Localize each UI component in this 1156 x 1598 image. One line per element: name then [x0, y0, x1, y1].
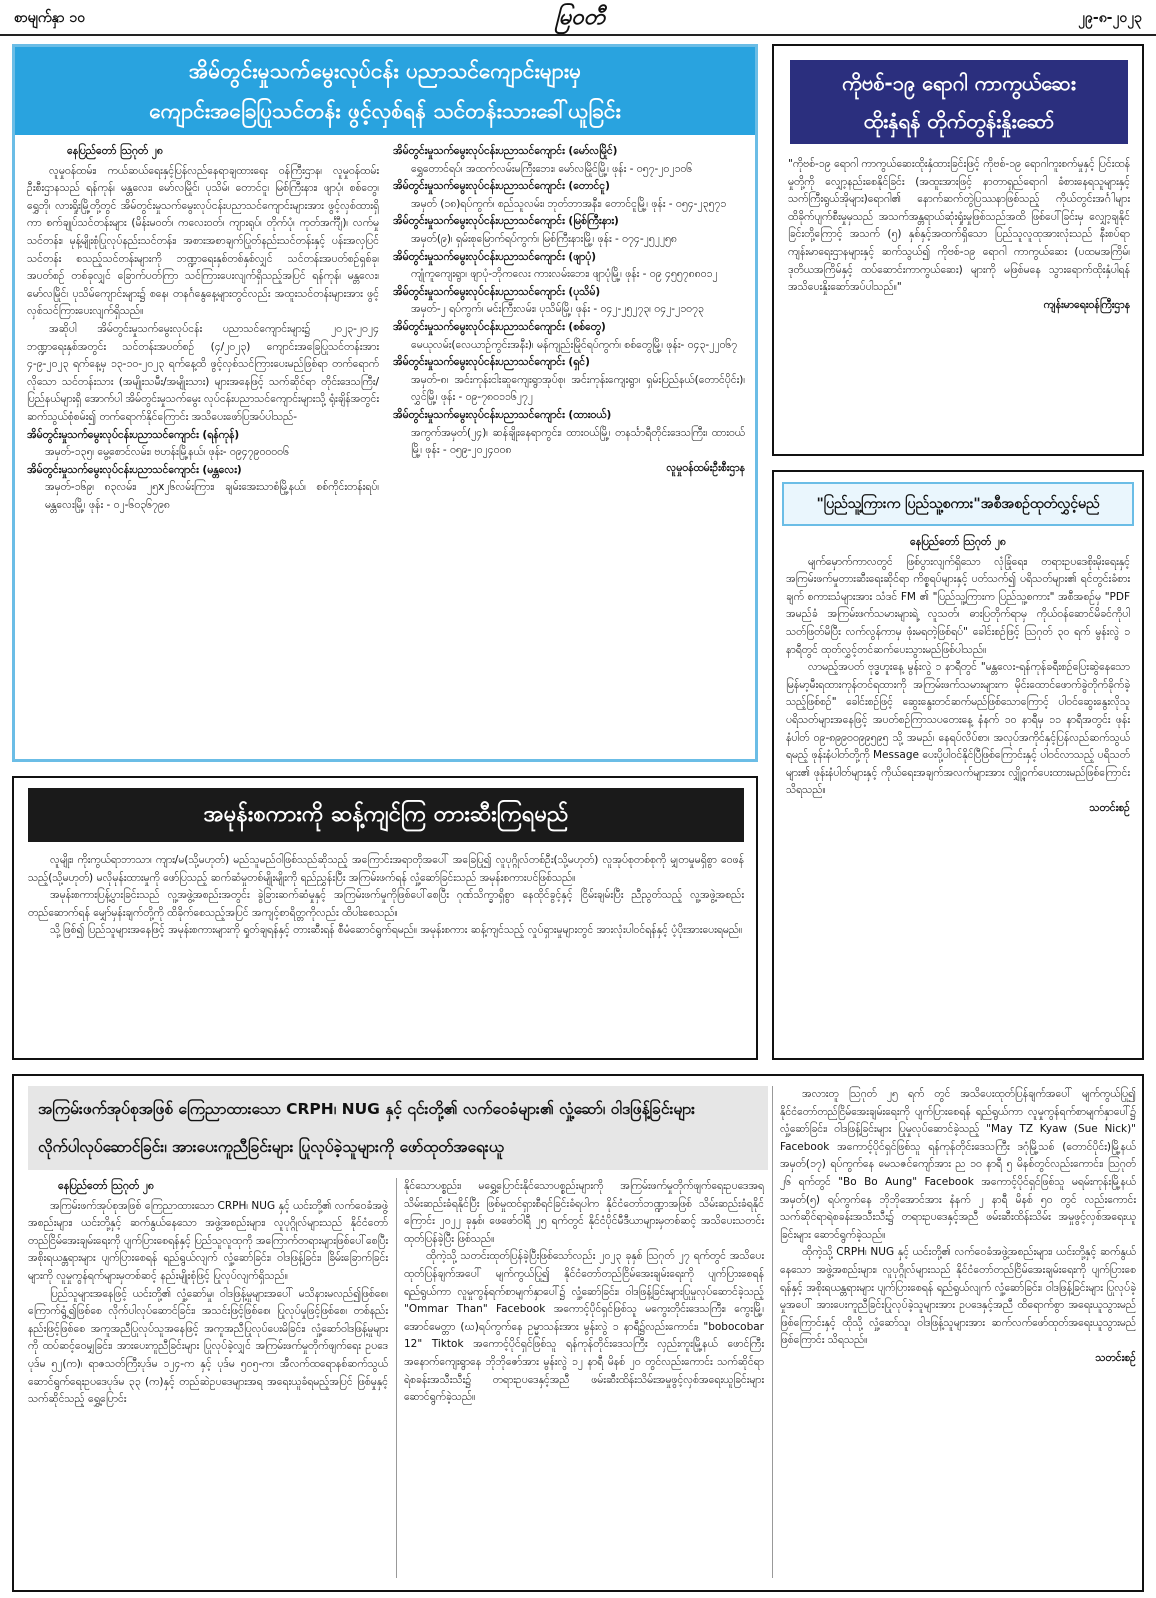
article-paragraph: လူမျိုး၊ ကိုးကွယ်ရာဘာသာ၊ ကျား/မ(သို့မဟုတ်) မည်သူမည်ဝါဖြစ်သည်ဆိုသည့် အကြောင်းအရာတိုအပေါ် အခြေပြု၍ လူပုဂ္ဂိုလ်တစ်ဦး(သို့မဟုတ်) လူအုပ်စုတစ်စုကို မျှတမှုမရှိစွာ ဝေဖန်သည့်(သို့မဟုတ်) မလိုမုန်းထားမှုကို ဖော်ပြသည့် ဆက်ဆံမှုတစ်မျိုးမျိုးကို ရည်ညွှန်းပြီး အကြမ်းဖက်ရန် လှုံ့ဆော်ခြင်းသည် အမုန်းစကားပင်ဖြစ်သည်။: [28, 854, 744, 884]
article-column-right: [393, 143, 745, 753]
covid-signoff: ကျန်းမာရေးဝန်ကြီးဌာန: [1043, 298, 1130, 311]
page-header: [0, 0, 1156, 36]
school-entry: အိမ်တွင်းမှုသက်မွေးလုပ်ငန်းပညာသင်ကျောင်း (တောင်ငူ) အမှတ် (၁၈)ရပ်ကွက်၊ စည်သူလမ်း၊ ဘုတ်ဘာအနီး၊ တောင်ငူမြို့၊ ဖုန်း - ၀၅၄-၂၃၅၇၁: [393, 180, 727, 210]
byline: နေပြည်တော် ဩဂုတ် ၂၈: [910, 536, 1006, 548]
masthead-logo: မြဝတီ: [554, 5, 606, 30]
column-divider: [396, 1178, 397, 1578]
crph-headline: အကြမ်းဖက်အုပ်စုအဖြစ် ကြေညာထားသော CRPH၊ NUG နှင့် ၎င်းတို့၏ လက်ဝေခံများ၏ လှုံ့ဆော်၊ ဝါဒဖြန့်ခြင်းများ လိုက်ပါလုပ်ဆောင်ခြင်း၊ အားပေးကူညီခြင်းများ ပြုလုပ်ခဲ့သူများကို ဖော်ထုတ်အရေးယူ: [28, 1086, 768, 1170]
school-entry: အိမ်တွင်းမှုသက်မွေးလုပ်ငန်းပညာသင်ကျောင်း (ပုသိမ်) အမှတ်-၂ ရပ်ကွက်၊ မင်းကြီးလမ်း၊ ပုသိမ်မြို့၊ ဖုန်း - ၀၄၂-၂၅၂၇၃၊ ၀၄၂-၂၁၀၇၃: [393, 285, 704, 316]
school-entry: အိမ်တွင်းမှုသက်မွေးလုပ်ငန်းပညာသင်ကျောင်း (မန္တလေး) အမှတ်-၁၆၉၊ ၈၃လမ်း၊ ၂၅x၂၆လမ်းကြား၊ ချမ်းအေးသာစံမြို့နယ်၊ စစ်ကိုင်းတန်းရပ်၊ မန္တလေးမြို့၊ ဖုန်း - ၀၂-၆၀၃၆၇၉၈: [27, 463, 379, 511]
issue-date: ၂၉-၈-၂၀၂၃: [1078, 10, 1142, 26]
page-number: စာမျက်နှာ ၁၀: [14, 10, 86, 26]
article-paragraph: မျက်မှောက်ကာလတွင် ဖြစ်ပွားလျက်ရှိသော လုံခြုံရေး၊ တရားဥပဒေစိုးမိုးရေးနှင့် အကြမ်းဖက်မှုတားဆီးရေးဆိုင်ရာ ကိစ္စရပ်များနှင့် ပတ်သက်၍ ပရိသတ်များ၏ ရင်တွင်းခံစားချက် စကားသံများအား သံဒင် FM ၏ "ပြည်သူ့ကြားက ပြည်သူ့စကား" အစီအစဉ်မှ "PDF အမည်ခံ အကြမ်းဖက်သမားများရဲ့ လူသတ်၊ ဓားပြတိုက်ရာမှ ကိုယ်ဝန်ဆောင်မိခင်ကိုပါ သတ်ဖြတ်မိပြီး လက်လွန်ကာမှ ဖုံးမရတဲ့ဖြစ်ရပ်" ခေါင်းစဉ်ဖြင့် ဩဂုတ် ၃၀ ရက် မွန်းလွဲ ၁ နာရီတွင် ထုတ်လွှင့်တင်ဆက်ပေးသွားမည်ဖြစ်ပါသည်။: [786, 555, 1130, 656]
crph-nug-article: [12, 1074, 1144, 1592]
broadcast-headline: "ပြည်သူ့ကြားက ပြည်သူ့စကား"အစီအစဉ်ထုတ်လွှင့်မည်: [782, 482, 1134, 526]
byline: နေပြည်တော် ဩဂုတ် ၂၈: [58, 1180, 154, 1192]
article-column-2: [404, 1178, 764, 1582]
hate-speech-notice: [12, 776, 758, 1060]
school-entry: အိမ်တွင်းမှုသက်မွေးလုပ်ငန်းပညာသင်ကျောင်း (ရှင်) အမှတ်-၈၊ အင်းကုန်းငါးဆူကျေးရွာအုပ်စု၊ အင်းကုန်းကျေးရွာ၊ ရှမ်းပြည်နယ်(တောင်ပိုင်း)၊ လွှင်မြို့၊ ဖုန်း - ၀၉-၇၈၀၁၁၆၂၇၂: [393, 356, 745, 404]
article-paragraph: ပြည်သူများအနေဖြင့် ယင်းတို့၏ လှုံ့ဆော်မှု၊ ဝါဒဖြန့်မှုများအပေါ် မသိနားမလည်၍ဖြစ်စေ၊ ကြောက်ရွံ့၍ဖြစ်စေ လိုက်ပါလုပ်ဆောင်ခြင်း၊ အသင်းဖြင့်ဖြစ်စေ၊ ပြုလုပ်မှုဖြင့်ဖြစ်စေ၊ တစ်နည်းနည်းဖြင့်ဖြစ်စေ အကူအညီပြုလုပ်သူအနေဖြင့် အကူအညီပြုလုပ်ပေးမိခြင်း၊ လှုံ့ဆော်ဝါဒဖြန့်မှုများကို ထပ်ဆင့်ဝေမျှခြင်း၊ အားပေးကူညီခြင်းများ ပြုလုပ်ခဲ့လျှင် အကြမ်းဖက်မှုတိုက်ဖျက်ရေး ဥပဒေပုဒ်မ ၅၂(က)၊ ရာဇသတ်ကြီးပုဒ်မ ၁၂၄-က နှင့် ပုဒ်မ ၅၀၅-က၊ အီလက်ထရောနစ်ဆက်သွယ် ဆောင်ရွက်ရေးဥပဒေပုဒ်မ ၃၃ (က)နှင့် တည်ဆဲဥပဒေများအရ အရေးယူခံရမည့်အပြင် ဖြစ်မှုနှင့်သက်ဆိုင်သည့် ရွှေ့ပြောင်း: [28, 1287, 388, 1406]
vocational-school-article: [12, 44, 758, 762]
school-entry: အိမ်တွင်းမှုသက်မွေးလုပ်ငန်းပညာသင်ကျောင်း (စစ်တွေ) မေယုလမ်း(လေယာဉ်ကွင်းအနီး)၊ မန်ကျည်းမြိုင်ရပ်ကွက်၊ စစ်တွေမြို့၊ ဖုန်း- ၀၄၃-၂၂၀၆၇: [393, 320, 738, 351]
article-column-left: [27, 143, 379, 753]
broadcast-body: [786, 534, 1130, 1054]
covid-vaccine-notice: [772, 44, 1144, 456]
school-entry: အိမ်တွင်းမှုသက်မွေးလုပ်ငန်းပညာသင်ကျောင်း (ရန်ကုန်) အမှတ်-၁၃၅၊ မွေ့စောင်လမ်း၊ ဗဟန်းမြို့နယ်၊ ဖုန်း- ၀၉၄၇၉၀၀၀၀၆: [27, 428, 289, 459]
covid-headline: ကိုဗစ်-၁၉ ရောဂါ ကာကွယ်ဆေး ထိုးနှံရန် တိုက်တွန်းနှိုးဆော်: [790, 60, 1128, 144]
article-paragraph: နိုင်သောပစ္စည်း၊ မရွှေ့ပြောင်းနိုင်သောပစ္စည်းများကို အကြမ်းဖက်မှုတိုက်ဖျက်ရေးဥပဒေအရ သိမ်းဆည်းခံရနိုင်ပြီး ဖြစ်မှုထင်ရှားစီရင်ခြင်းခံရပါက နိုင်ငံတော်ဘဏ္ဍာအဖြစ် သိမ်းဆည်းခံရနိုင်ကြောင်း ၂၀၂၂ ခုနှစ်၊ ဖေဖော်ဝါရီ ၂၅ ရက်တွင် နိုင်ငံပိုင်မီဒီယာများမှတစ်ဆင့် အသိပေးသတင်းထုတ်ပြန်ခဲ့ပြီး ဖြစ်သည်။: [404, 1180, 764, 1245]
school-entry: အိမ်တွင်းမှုသက်မွေးလုပ်ငန်းပညာသင်ကျောင်း (ထားဝယ်) အကွက်အမှတ်(၂၄)၊ ဆန်ချိုးနေရာကွင်း၊ ထားဝယ်မြို့၊ တနင်္သာရီတိုင်းဒေသကြီး၊ ထားဝယ်မြို့၊ ဖုန်း - ၀၅၉-၂၀၂၄၀၀၈: [393, 408, 745, 457]
column-divider: [772, 1086, 773, 1578]
school-entry: အိမ်တွင်းမှုသက်မွေးလုပ်ငန်းပညာသင်ကျောင်း (ဖျာပုံ) ကျုံကူကျေးရွာ၊ ဖျာပုံ-ဘိုကလေး ကားလမ်းဘေး၊ ဖျာပုံမြို့၊ ဖုန်း - ၀၉ ၄၅၅၇၈၈၀၁၂: [393, 250, 718, 281]
article-paragraph: အဆိုပါ အိမ်တွင်းမှုသက်မွေးလုပ်ငန်း ပညာသင်ကျောင်းများ၌ ၂၀၂၃-၂၀၂၄ ဘဏ္ဍာရေးနှစ်အတွင်း သင်တန်းအပတ်စဉ် (၄/၂၀၂၃) ကျောင်းအခြေပြုသင်တန်းအား ၄-၉-၂၀၂၃ ရက်နေ့မှ ၁၃-၁၀-၂၀၂၃ ရက်နေ့ထိ ဖွင့်လှစ်သင်ကြားပေးမည်ဖြစ်ရာ တက်ရောက်လိုသော သင်တန်းသား (အမျိုးသမီး/အမျိုးသား) များအနေဖြင့် သက်ဆိုင်ရာ တိုင်းဒေသကြီး/ ပြည်နယ်များရှိ အောက်ပါ အိမ်တွင်းမှုသက်မွေး လုပ်ငန်းပညာသင်ကျောင်းများသို့ ရုံးချိန်အတွင်း ဆက်သွယ်စုံစမ်း၍ တက်ရောက်နိုင်ကြောင်း အသိပေးဖော်ပြအပ်ပါသည်-: [27, 322, 379, 423]
covid-body: [788, 156, 1130, 446]
article-paragraph: လူမှုဝန်ထမ်း၊ ကယ်ဆယ်ရေးနှင့်ပြန်လည်နေရာချထားရေး ဝန်ကြီးဌာန၊ လူမှုဝန်ထမ်းဦးစီးဌာနသည် ရန်ကုန်၊ မန္တလေး၊ မော်လမြိုင်၊ ပုသိမ်၊ တောင်ငူ၊ မြစ်ကြီးနား၊ ဖျာပုံ၊ စစ်တွေ၊ ရွှေဘို၊ လားရှိုးမြို့တို့တွင် အိမ်တွင်းမှုသက်မွေးလုပ်ငန်းပညာသင်ကျောင်းများအား ဖွင့်လှစ်ထားရှိကာ စက်ချုပ်သင်တန်းများ (မိန်းမဝတ်၊ ကလေးဝတ်၊ ကျားရုပ်၊ တိုက်ပုံ၊ ကုတ်အင်္ကျီ)၊ လက်မှုသင်တန်း၊ မုန့်မျိုးစုံပြုလုပ်နည်းသင်တန်း၊ အစားအစာချက်ပြုတ်နည်းသင်တန်းနှင့် ပန်းအလှပြင်သင်တန်း စသည့်သင်တန်းများကို ဘဏ္ဍာရေးနှစ်တစ်နှစ်လျှင် သင်တန်းအပတ်စဉ်ရှစ်ခု၊ အပတ်စဉ် တစ်ခုလျှင် ခြောက်ပတ်ကြာ သင်ကြားပေးလျက်ရှိသည့်အပြင် ရန်ကုန်၊ မန္တလေး၊ မော်လမြိုင်၊ ပုသိမ်ကျောင်းများ၌ စနေ၊ တနင်္ဂနွေနေ့များတွင်လည်း အထူးသင်တန်းများအား ဖွင့်လှစ်သင်ကြားပေးလျက်ရှိသည်။: [27, 164, 379, 318]
article-column-1: [28, 1178, 388, 1582]
article-paragraph: ထိုကဲ့သို့ CRPH၊ NUG နှင့် ယင်းတို့၏ လက်ဝေခံအဖွဲ့အစည်းများ၊ ယင်းတို့နှင့် ဆက်နွယ်နေသော အဖွဲ့အစည်းများ၊ လူပုဂ္ဂိုလ်များသည် နိုင်ငံတော်တည်ငြိမ်အေးချမ်းရေးကို ပျက်ပြားစေရန်နှင့် အစိုးရယန္တရားများ ပျက်ပြားစေရန် ရည်ရွယ်လျက် လှုံ့ဆော်ခြင်း၊ ဝါဒဖြန့်ခြင်းများ ပြုလုပ်ခဲ့မှုအပေါ် အားပေးကူညီခြင်းပြုလုပ်ခဲ့သူများအား ဥပဒေနှင့်အညီ ထိရောက်စွာ အရေးယူသွားမည်ဖြစ်ကြောင်းနှင့် ထိုသို့ လှုံ့ဆော်သူ၊ ဝါဒဖြန့်သူများအား ဆက်လက်ဖော်ထုတ်အရေးယူသွားမည်ဖြစ်ကြောင်း သိရသည်။: [780, 1246, 1136, 1347]
article-paragraph: ထိုကဲ့သို့ သတင်းထုတ်ပြန်ခဲ့ပြီးဖြစ်သော်လည်း ၂၀၂၃ ခုနှစ် ဩဂုတ် ၂၇ ရက်တွင် အသိပေးထုတ်ပြန်ချက်အပေါ် မျက်ကွယ်ပြု၍ နိုင်ငံတော်တည်ငြိမ်အေးချမ်းရေးကို ပျက်ပြားစေရန် ရည်ရွယ်ကာ လူမှုကွန်ရက်စာမျက်နှာပေါ်၌ လှုံ့ဆော်ခြင်း၊ ဝါဒဖြန့်ခြင်းများပြုမှုလုပ်ဆောင်ခဲ့သည့် "Ommar Than" Facebook အကောင့်ပိုင်ရှင်ဖြစ်သူ မကွေးတိုင်းဒေသကြီး၊ ကွေးမြို့၊ အောင်မေတ္တာ (ဃ)ရပ်ကွက်နေ ဥမ္မာသန်းအား မွန်းလွဲ ၁ နာရီ၌လည်းကောင်း၊ "bobocobar 12" Tiktok အကောင့်ပိုင်ရှင်ဖြစ်သူ ရန်ကုန်တိုင်းဒေသကြီး လှည်းကူးမြို့နယ် ဖောင်ကြီးအနောက်ကျေးရွာနေ ဘိုဘိုဇော်အား မွန်းလွဲ ၁၂ နာရီ မိနစ် ၂၀ တွင်လည်းကောင်း သက်ဆိုင်ရာရဲစခန်းအသီးသီး၌ တရားဥပဒေနှင့်အညီ ဖမ်းဆီးထိန်းသိမ်းအမှုဖွင့်လှစ်အရေးယူခြင်းများ ဆောင်ရွက်ခဲ့သည်။: [404, 1250, 764, 1404]
article-paragraph: လာမည့်အပတ် ဗုဒ္ဓဟူးနေ့ မွန်းလွဲ ၁ နာရီတွင် "မန္တလေး-ရန်ကုန်ခရီးစဉ်ပြေးဆွဲနေသော မြန်မာ့မီးရထားကုန်တင်ရထားကို အကြမ်းဖက်သမားများက မိုင်းထောင်ဖောက်ခွဲတိုက်ခိုက်ခဲ့သည့်ဖြစ်စဉ်" ခေါင်းစဉ်ဖြင့် ဆွေးနွေးတင်ဆက်မည်ဖြစ်သောကြောင့် ပါဝင်ဆွေးနွေးလိုသူ ပရိသတ်များအနေဖြင့် အပတ်စဉ်ကြာသပတေးနေ့ နံနက် ၁၀ နာရီမှ ၁၁ နာရီအတွင်း ဖုန်းနံပါတ် ၀၉-၈၉၉၀၀၉၉၅၉၅ သို့ အမည်၊ နေရပ်လိပ်စာ၊ အလုပ်အကိုင်နှင့်ပြန်လည်ဆက်သွယ်ရမည့် ဖုန်းနံပါတ်တို့ကို Message ပေးပို့ပါ၀င်နိုင်ပြီဖြစ်ကြောင်းနှင့် ပါဝင်လာသည့် ပရိသတ်များ၏ ဖုန်းနံပါတ်များနှင့် ကိုယ်ရေးအချက်အလက်များအား လျှို့ဝှက်ပေးထားမည်ဖြစ်ကြောင်း သိရသည်။: [786, 661, 1130, 797]
school-entry: အိမ်တွင်းမှုသက်မွေးလုပ်ငန်းပညာသင်ကျောင်း (မော်လမြိုင်) ရွှေတောင်ရပ်၊ အထက်လမ်းမကြီးဘေး၊ မော်လမြိုင်မြို့၊ ဖုန်း - ၀၅၇-၂၀၂၁၀၆: [393, 145, 693, 175]
article-paragraph: အမုန်းစကားပြန့်ပွားခြင်းသည် လူ့အဖွဲ့အစည်းအတွင်း ခွဲခြားဆက်ဆံမှုနှင့် အကြမ်းဖက်မှုကိုဖြစ်ပေါ်စေပြီး ဂုဏ်သိက္ခာရှိစွာ နေထိုင်ခွင့်နှင့် ငြိမ်းချမ်းပြီး ညီညွတ်သည့် လူ့အဖွဲ့အစည်းတည်ဆောက်ရန် မျှော်မှန်းချက်တို့ကို ထိခိုက်စေသည့်အပြင် အကျင့်စာရိတ္တကိုလည်း ထိပါးစေသည်။: [28, 889, 744, 919]
article-paragraph: အလားတူ ဩဂုတ် ၂၅ ရက် တွင် အသိပေးထုတ်ပြန်ချက်အပေါ် မျက်ကွယ်ပြု၍ နိုင်ငံတော်တည်ငြိမ်အေးချမ်းရေးကို ပျက်ပြားစေရန် ရည်ရွယ်ကာ လူမှုကွန်ရက်စာမျက်နှာပေါ်၌ လှုံ့ဆော်ခြင်း၊ ဝါဒဖြန့်ခြင်းများ ပြုမှုလုပ်ဆောင်ခဲ့သည့် "May TZ Kyaw (Sue Nick)" Facebook အကောင့်ပိုင်ရှင်ဖြစ်သူ ရန်ကုန်တိုင်းဒေသကြီး ဒဂုံမြို့သစ် (တောင်ပိုင်း)မြို့နယ် အမှတ်(၁၇) ရပ်ကွက်နေ မေသဇင်ကျော်အား ည ၁၀ နာရီ ၅ မိနစ်တွင်လည်းကောင်း၊ ဩဂုတ် ၂၆ ရက်တွင် "Bo Bo Aung" Facebook အကောင့်ပိုင်ရှင်ဖြစ်သူ မရမ်းကုန်းမြို့နယ် အမှတ်(၅) ရပ်ကွက်နေ ဘိုဘိုအောင်အား နံနက် ၂ နာရီ မိနစ် ၅၀ တွင် လည်းကောင်း သက်ဆိုင်ရာရဲစခန်းအသီးသီး၌ တရားဥပဒေနှင့်အညီ ဖမ်းဆီးထိန်းသိမ်း အမှုဖွင့်လှစ်အရေးယူခြင်းများ ဆောင်ရွက်ခဲ့သည်။: [780, 1088, 1136, 1241]
hate-speech-body: [28, 852, 744, 1052]
byline: နေပြည်တော် ဩဂုတ် ၂၈: [67, 145, 163, 157]
covid-paragraph: "ကိုဗစ်-၁၉ ရောဂါ ကာကွယ်ဆေးထိုးနှံထားခြင်းဖြင့် ကိုဗစ်-၁၉ ရောဂါကူးစက်မှုနှင့် ပြင်းထန်မှုတို့ကို လျှော့နည်းစေနိုင်ခြင်း (အထူးအားဖြင့် နာတာရှည်ရောဂါ ခံစားနေရသူများနှင့် သက်ကြီးရွယ်အိုများ)ရောဂါ၏ နောက်ဆက်တွဲပြဿနာဖြစ်သည့် ကိုယ်တွင်းအင်္ဂါများ ထိခိုက်ပျက်စီးမှုမှသည် အသက်အန္တရာယ်ဆုံးရှုံးမှုဖြစ်သည်အထိ ဖြစ်ပေါ်ခြင်းမှ လျှော့ချနိုင်ခြင်းတို့ကြောင့် အသက် (၅) နှစ်နှင့်အထက်ရှိသော ပြည်သူလူထုအားလုံးသည် နီးစပ်ရာကျန်းမာရေးဌာနများနှင့် ဆက်သွယ်၍ ကိုဗစ်-၁၉ ရောဂါ ကာကွယ်ဆေး (ပထမအကြိမ်၊ ဒုတိယအကြိမ်နှင့် ထပ်ဆောင်းကာကွယ်ဆေး) များကို မဖြစ်မနေ သွားရောက်ထိုးနှံပါရန် အသိပေးနှိုးဆော်အပ်ပါသည်။": [788, 158, 1130, 294]
article-paragraph: သို့ဖြစ်၍ ပြည်သူများအနေဖြင့် အမုန်းစကားများကို ရှုတ်ချရန်နှင့် တားဆီးရန် စီမံဆောင်ရွက်ရမည်။ အမုန်းစကား ဆန့်ကျင်သည့် လှုပ်ရှားမှုများတွင် အားလုံးပါဝင်ရန်နှင့် ပံ့ပိုးအားပေးရမည်။: [50, 924, 743, 937]
article-signoff: သတင်းစဉ်: [1089, 801, 1130, 814]
article-signoff: လူမှုဝန်ထမ်းဦးစီးဌာန: [666, 461, 745, 474]
broadcast-program-article: [772, 470, 1144, 1060]
article-paragraph: အကြမ်းဖက်အုပ်စုအဖြစ် ကြေညာထားသော CRPH၊ NUG နှင့် ယင်းတို့၏ လက်ဝေခံအဖွဲ့အစည်းများ၊ ယင်းတို့နှင့် ဆက်နွယ်နေသော အဖွဲ့အစည်းများ၊ လူပုဂ္ဂိုလ်များသည် နိုင်ငံတော် တည်ငြိမ်အေးချမ်းရေးကို ပျက်ပြားစေရန်နှင့် ပြည်သူလူထုကို အကြောက်တရားများဖြစ်ပေါ်စေပြီး အစိုးရယန္တရားများ ပျက်ပြားစေရန် ရည်ရွယ်လျက် လှုံ့ဆော်ခြင်း၊ ဝါဒဖြန့်ခြင်း၊ ခြိမ်းခြောက်ခြင်းများကို လူမှုကွန်ရက်များမှတစ်ဆင့် နည်းမျိုးစုံဖြင့် ပြုလုပ်လျက်ရှိသည်။: [28, 1199, 388, 1282]
hate-speech-headline: အမုန်းစကားကို ဆန့်ကျင်ကြ တားဆီးကြရမည်: [28, 788, 744, 842]
school-entry: အိမ်တွင်းမှုသက်မွေးလုပ်ငန်းပညာသင်ကျောင်း (မြစ်ကြီးနား) အမှတ်(၉)၊ ရှမ်းစုမြောက်ရပ်ကွက်၊ မြစ်ကြီးနားမြို့၊ ဖုန်း - ၀၇၄-၂၅၂၂၅၈: [393, 215, 677, 245]
article-signoff: သတင်းစဉ်: [1095, 1351, 1136, 1364]
vocational-school-headline: အိမ်တွင်းမှုသက်မွေးလုပ်ငန်း ပညာသင်ကျောင်းများမှ ကျောင်းအခြေပြုသင်တန်း ဖွင့်လှစ်ရန် သင်တန်းသားခေါ်ယူခြင်း: [15, 47, 755, 135]
article-column-3: [780, 1086, 1136, 1582]
